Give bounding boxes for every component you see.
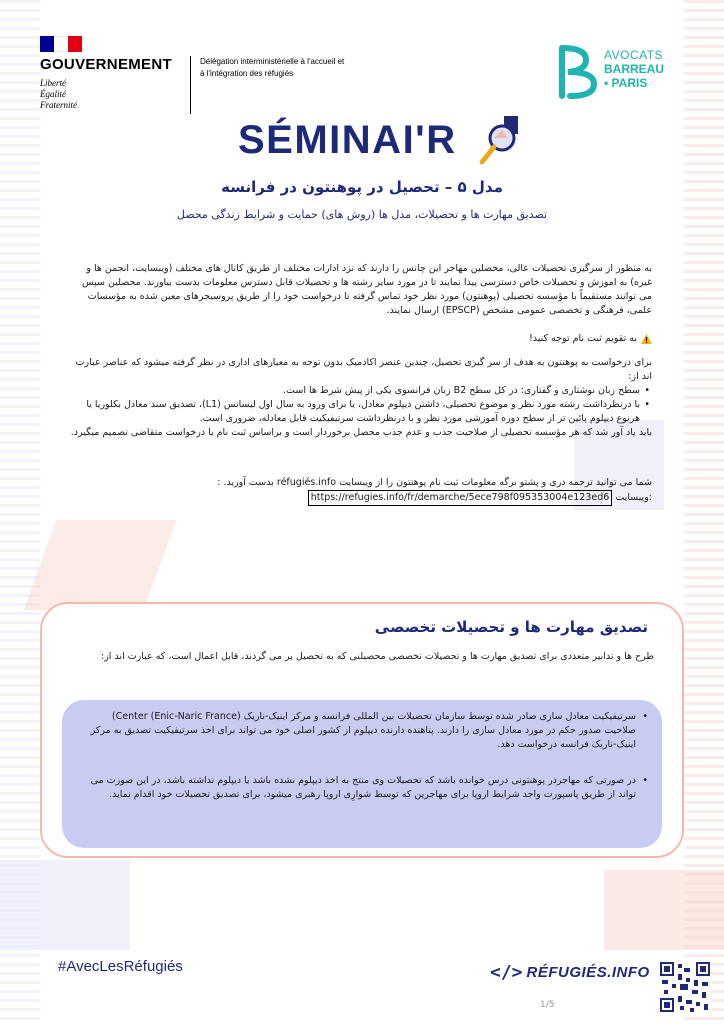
hashtag: #AvecLesRéfugiés xyxy=(58,958,183,975)
refugies-info-logo xyxy=(490,960,650,984)
delegation-name: Délégation interministérielle à l'accueil et à l'intégration des réfugiés xyxy=(200,57,345,78)
intro-paragraph: به منظور از سرگیری تحصیلات عالی، محصلین مهاجر این چانس را دارند که نزد ادارات مختلف از طریق کانال های مختلف (ویبسایت، انجمن ها و غیره) به اموزش و تحصیلات خاص دسترسی پیدا نمایند تا در مورد سایر رشته ها و تحصیلات قابل دسترس معلومات بدست بیاورند. محصلین سپس می توانند مستقیماً با مؤسسه تحصیلی (پوهنتون) مورد نظر خود تماس گرفته تا درخواست خود را از طریق پروسیجرهای معین شده به مؤسسات علمی، فرهنگی و تخصصی عمومی مشخص (EPSCP) ارسال نمایند. xyxy=(82,263,652,316)
seminar-title: SÉMINAI'R xyxy=(238,118,457,162)
divider xyxy=(190,56,191,114)
module-subtitle: تصدیق مهارت ها و تحصیلات، مدل ها (روش های) حمایت و شرایط زندگی محصل xyxy=(176,208,548,221)
barreau-b-icon xyxy=(556,44,602,100)
website-link[interactable]: https://refugies.info/fr/demarche/5ece798f095353004e123ed6 xyxy=(308,490,613,506)
website-label: ویبسایت: xyxy=(615,492,652,503)
warning-line xyxy=(70,332,652,346)
criteria-outro: باید یاد آور شد که هر مؤسسه تحصیلی از صلاحیت جذب و عدم جذب محصل برخوردار است و براساس ثبت نام یا درخواست متقاضی تصمیم میگیرد. xyxy=(70,427,652,438)
list-item: • سطح زبان نوشتاری و گفتاری: در کل سطح B2 زبان فرانسوی یکی از پیش شرط ها است. xyxy=(70,384,640,398)
french-flag-icon xyxy=(40,36,82,52)
card-title: تصدیق مهارت ها و تحصیلات تخصصی xyxy=(374,618,648,636)
card-list-box xyxy=(62,700,662,848)
refugies-info-wordmark: RÉFUGIÉS.INFO xyxy=(526,963,650,981)
decorative-shape xyxy=(0,860,130,950)
criteria-list xyxy=(70,384,652,426)
avocats-barreau-paris-logo: AVOCATS BARREAU • PARIS xyxy=(556,44,686,104)
page-number: 1/5 xyxy=(540,1000,555,1010)
website-paragraph xyxy=(70,476,652,506)
government-logo xyxy=(40,36,345,116)
decorative-shape xyxy=(604,870,724,950)
list-item: • با درنظرداشت رشته مورد نظر و موضوع تحصیلی، داشتن دیپلوم معادل، یا برای ورود به سال اول لیسانس (L1)، تصدیق سند معادل بکلوریا یا هرنوع دیپلوم پائین تر از سطح دوره آموزشی مورد نظر و با درنظرداشت سرتیفیکیت قابل معادله، ضروری است. xyxy=(70,398,640,426)
government-name: GOUVERNEMENT xyxy=(40,56,172,73)
skills-recognition-card xyxy=(40,602,684,858)
list-item: • سرتیفیکیت معادل سازی صادر شده توسط سازمان تحصیلات بین المللی فرانسه و مرکز اینیک-ناریک (Enic-Naric France) Center) صلاحیت صدور حکم در مورد معادل سازی را دارند. پناهنده دارنده دیپلوم از کشور اصلی خود می تواند برای اخذ سرتیفیکیت تصدیق به مرکز اینیک-ناریک فرانسه درخواست دهد. xyxy=(82,710,636,752)
website-text: شما می توانید ترجمه دری و پشتو برگه معلومات ثبت نام پوهنتون را از ویبسایت réfugiés.info بدست آورید. : xyxy=(217,477,652,488)
criteria-intro: برای درخواست به پوهنتون به هدف از سر گیری تحصیل، چندین عنصر اکادمیک بدون توجه به معیارهای اداری در نظر گرفته میشود که عناصر عبارت اند از: xyxy=(75,357,652,382)
decorative-shape xyxy=(24,520,177,610)
warning-icon xyxy=(641,334,652,344)
seminar-header xyxy=(0,116,724,176)
criteria-section xyxy=(70,356,652,440)
card-intro: طرح ها و تدابیر متعددی برای تصدیق مهارت ها و تحصیلات تخصصی محصیلنی که به تحصیل بر می گردند، قابل اعمال است، که عبارت اند از: xyxy=(101,651,654,662)
magnifier-icon xyxy=(474,116,524,170)
list-item: • در صورتی که مهاجردر پوهنتونی درس خوانده باشد که تحصیلات وی منتج به اخذ دیپلوم نشده باشد یا دیپلوم نداشته باشد، در این صورت می تواند از طریق پاسپورت واجد شرایط اروپا برای مهاجرین که توسط شوارِی اروپا رهبری میشود، برای تصدیق تحصیلات خود اقدام نماید. xyxy=(82,774,636,802)
warning-text: به تقویم ثبت نام توجه کنید! xyxy=(529,333,637,344)
module-title: مدل ۵ – تحصیل در پوهنتون در فرانسه xyxy=(221,178,503,196)
qr-code-icon[interactable] xyxy=(660,962,710,1012)
code-bracket-icon: </> xyxy=(490,961,523,983)
government-motto: Liberté Égalité Fraternité xyxy=(40,78,77,110)
